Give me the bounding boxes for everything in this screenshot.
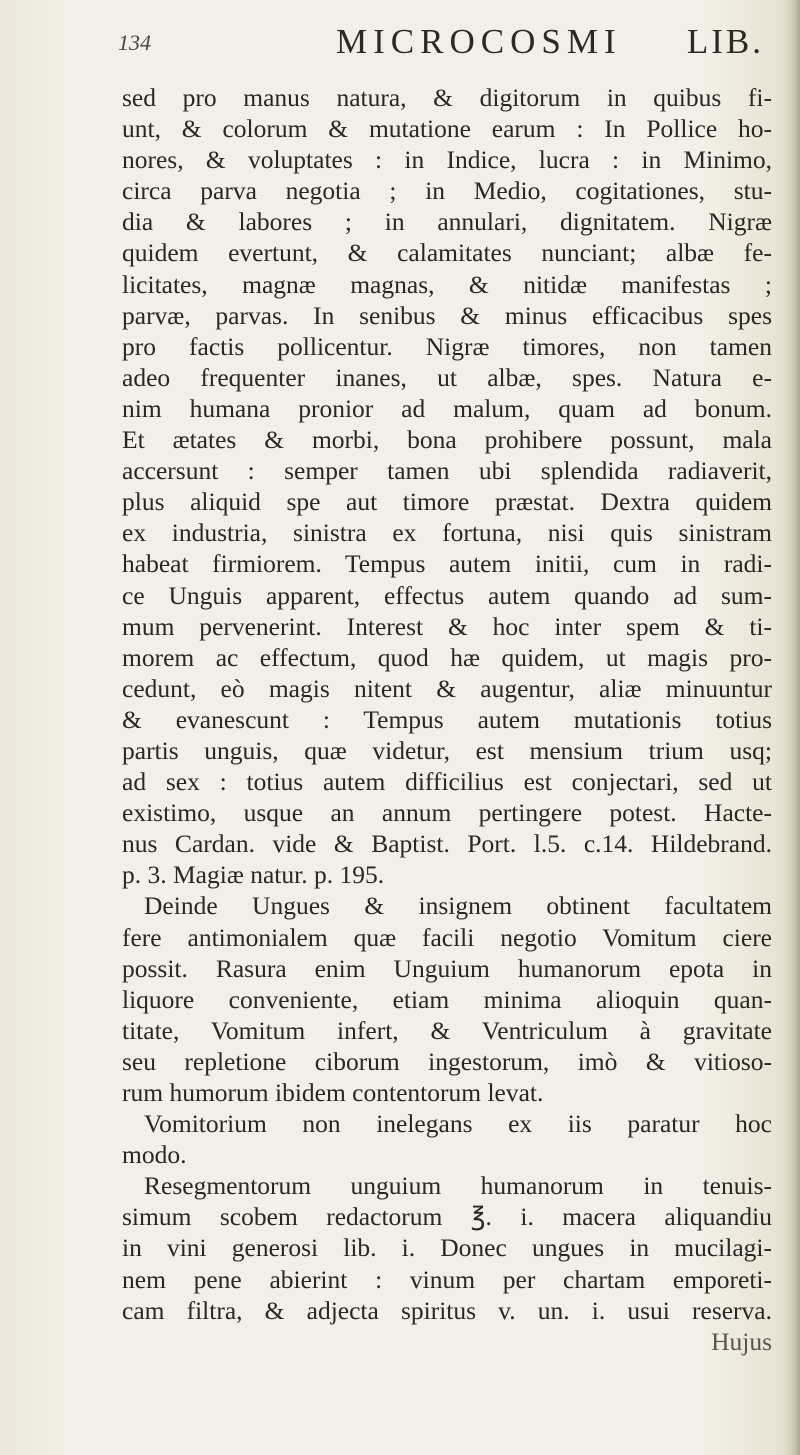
book-label: LIB. (686, 22, 764, 61)
text-line: nim humana pronior ad malum, quam ad bonum. (122, 393, 772, 423)
text-line: Et ætates & morbi, bona prohibere possunt, mala (122, 425, 772, 455)
text-line: nores, & voluptates : in Indice, lucra : in Minimo, (122, 145, 772, 175)
text-line: parvæ, parvas. In senibus & minus efficacibus spes (122, 300, 772, 330)
running-title: MICROCOSMI (336, 22, 622, 61)
text-line: p. 3. Magiæ natur. p. 195. (122, 860, 385, 890)
page-header (118, 22, 778, 72)
text-line: dia & labores ; in annulari, dignitatem. Nigræ (122, 207, 772, 237)
text-line: simum scobem redactorum ℥. i. macera aliquandiu (122, 1202, 772, 1232)
text-line: nus Cardan. vide & Baptist. Port. l.5. c.14. Hildebrand. (122, 829, 772, 859)
text-line: pro factis pollicentur. Nigræ timores, non tamen (122, 331, 772, 361)
text-line: liquore conveniente, etiam minima alioquin quan- (122, 984, 772, 1014)
text-line: & evanescunt : Tempus autem mutationis totius (122, 704, 772, 734)
text-line: ce Unguis apparent, effectus autem quando ad sum- (122, 580, 772, 610)
text-line: sed pro manus natura, & digitorum in quibus fi- (122, 83, 772, 112)
text-line: plus aliquid spe aut timore præstat. Dextra quidem (122, 487, 772, 517)
text-line: cam filtra, & adjecta spiritus v. un. i. usui reserva. (122, 1295, 772, 1325)
text-line: in vini generosi lib. i. Donec ungues in mucilagi- (122, 1233, 772, 1263)
text-line: nem pene abierint : vinum per chartam emporeti- (122, 1264, 772, 1294)
text-line: possit. Rasura enim Unguium humanorum epota in (122, 953, 772, 983)
text-line: licitates, magnæ magnas, & nitidæ manifestas ; (122, 269, 772, 299)
text-line: mum pervenerint. Interest & hoc inter spem & ti- (122, 611, 772, 641)
text-line: unt, & colorum & mutatione earum : In Pollice ho- (122, 114, 772, 144)
text-line: rum humorum ibidem contentorum levat. (122, 1078, 544, 1107)
text-line: titate, Vomitum infert, & Ventriculum à gravitate (122, 1015, 772, 1045)
text-line: adeo frequenter inanes, ut albæ, spes. Natura e- (122, 362, 772, 392)
text-line: accersunt : semper tamen ubi splendida radiaverit, (122, 456, 772, 486)
text-line: ad sex : totius autem difficilius est conjectari, sed ut (122, 767, 772, 797)
text-line: ex industria, sinistra ex fortuna, nisi quis sinistram (122, 518, 772, 548)
text-line: partis unguis, quæ videtur, est mensium trium usq; (122, 735, 772, 765)
page-number: 134 (118, 30, 151, 55)
catchword: Hujus (711, 1326, 772, 1356)
text-line: modo. (122, 1140, 187, 1170)
text-line: morem ac effectum, quod hæ quidem, ut magis pro- (122, 642, 772, 672)
text-line: habeat firmiorem. Tempus autem initii, cum in radi- (122, 549, 772, 579)
text-line: quidem evertunt, & calamitates nunciant; albæ fe- (122, 238, 772, 268)
text-line: Deinde Ungues & insignem obtinent facultatem (144, 891, 772, 921)
text-line: fere antimonialem quæ facili negotio Vomitum ciere (122, 922, 772, 952)
text-line: circa parva negotia ; in Medio, cogitationes, stu- (122, 176, 772, 206)
body-text (122, 82, 772, 1357)
text-line: existimo, usque an annum pertingere potest. Hacte- (122, 798, 772, 828)
page-edge-shadow (786, 0, 800, 1455)
text-line: Resegmentorum unguium humanorum in tenuis- (144, 1171, 772, 1201)
text-line: cedunt, eò magis nitent & augentur, aliæ minuuntur (122, 673, 772, 703)
text-line: seu repletione ciborum ingestorum, imò & vitioso- (122, 1046, 772, 1076)
text-line: Vomitorium non inelegans ex iis paratur hoc (144, 1109, 772, 1139)
